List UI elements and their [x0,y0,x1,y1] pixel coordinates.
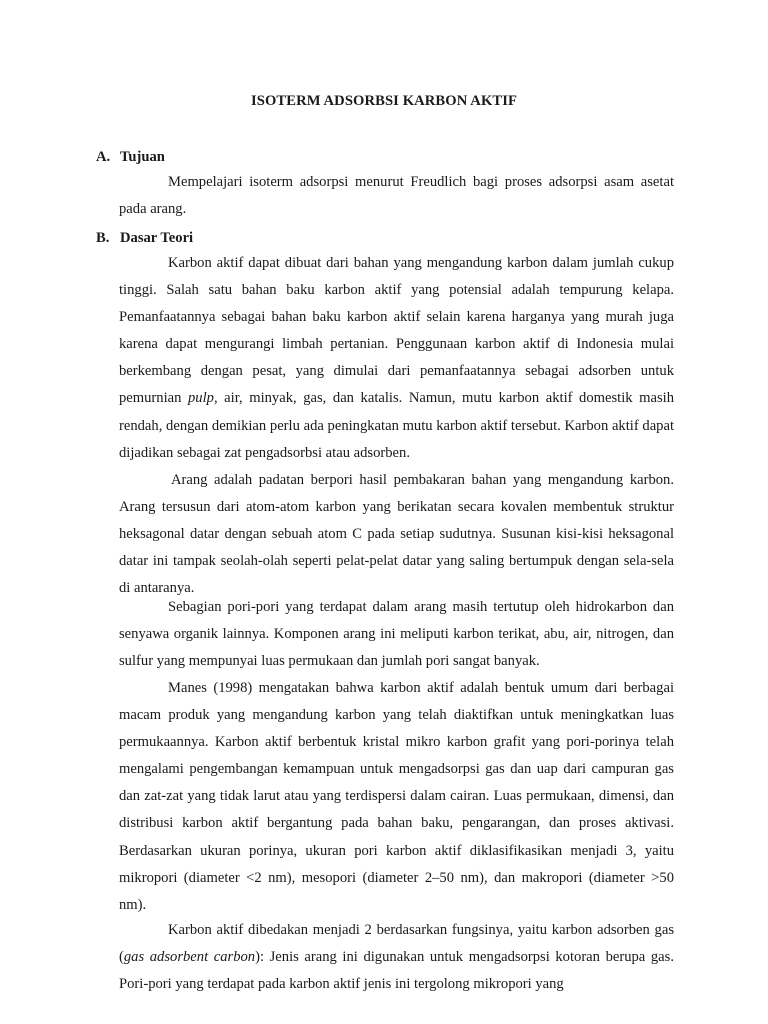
paragraph-fungsi-karbon [119,917,674,998]
section-a-title: Tujuan [120,149,165,165]
section-a-paragraph: Mempelajari isoterm adsorpsi menurut Freudlich bagi proses adsorpsi asam asetat pada arang. [119,174,674,218]
section-b-title: Dasar Teori [120,230,194,246]
paragraph-karbon-aktif-italic: pulp [188,390,214,407]
paragraph-karbon-aktif-text-b: , air, minyak, gas, dan katalis. Namun, mutu karbon aktif domestik masih rendah, dengan demikian perlu ada peningkatan mutu karbon aktif tersebut. Karbon aktif dapat dijadikan sebagai zat pengadsorbsi atau adsorben. [119,390,675,461]
paragraph-manes: Manes (1998) mengatakan bahwa karbon aktif adalah bentuk umum dari berbagai macam produk yang mengandung karbon yang telah diaktifkan untuk meningkatkan luas permukaannya. Karbon aktif berbentuk kristal mikro karbon grafit yang pori-porinya telah mengalami pengembangan kemampuan untuk mengadsorpsi gas dan uap dari campuran gas dan zat-zat yang tidak larut atau yang terdispersi dalam cairan. Luas permukaan, dimensi, dan distribusi karbon aktif bergantung pada bahan baku, pengarangan, dan proses aktivasi. Berdasarkan ukuran porinya, ukuran pori karbon aktif diklasifikasikan menjadi 3, yaitu mikropori (diameter <2 nm), mesopori (diameter 2–50 nm), dan makropori (diameter >50 nm). [119,680,674,913]
section-a-letter: A. [96,149,111,165]
section-b-letter: B. [96,230,110,246]
paragraph-karbon-aktif-text-a: Karbon aktif dapat dibuat dari bahan yang mengandung karbon dalam jumlah cukup tinggi. Salah satu bahan baku karbon aktif yang potensial adalah tempurung kelapa. Pemanfaatannya sebagai bahan baku karbon aktif selain karena harganya yang murah juga karena dapat mengurangi limbah pertanian. Penggunaan karbon aktif di Indonesia mulai berkembang dengan pesat, yang dimulai dari pemanfaatannya sebagai adsorben untuk pemurnian [119,255,674,407]
paragraph-karbon-aktif [119,250,674,467]
paragraph-fungsi-karbon-italic: gas adsorbent carbon [123,949,256,966]
section-b-heading [96,230,193,247]
paragraph-fungsi-karbon-text-a: Karbon aktif dibedakan menjadi 2 berdasarkan fungsinya, yaitu karbon adsorben gas ( [119,922,674,966]
document-title: ISOTERM ADSORBSI KARBON AKTIF [250,93,518,109]
paragraph-fungsi-karbon-text-b: ): Jenis arang ini digunakan untuk mengadsorpsi kotoran berupa gas. Pori-pori yang terdapat pada karbon aktif jenis ini tergolong mikropori yang [119,949,674,993]
section-a-heading [96,149,165,166]
paragraph-arang: Arang adalah padatan berpori hasil pembakaran bahan yang mengandung karbon. Arang tersusun dari atom-atom karbon yang berikatan secara kovalen membentuk struktur heksagonal datar dengan sebuah atom C pada setiap sudutnya. Susunan kisi-kisi heksagonal datar ini tampak seolah-olah seperti pelat-pelat datar yang saling bertumpuk dengan sela-sela di antaranya. [119,472,674,597]
paragraph-pori-pori: Sebagian pori-pori yang terdapat dalam arang masih tertutup oleh hidrokarbon dan senyawa organik lainnya. Komponen arang ini meliputi karbon terikat, abu, air, nitrogen, dan sulfur yang mempunyai luas permukaan dan jumlah pori sangat banyak. [119,599,674,670]
